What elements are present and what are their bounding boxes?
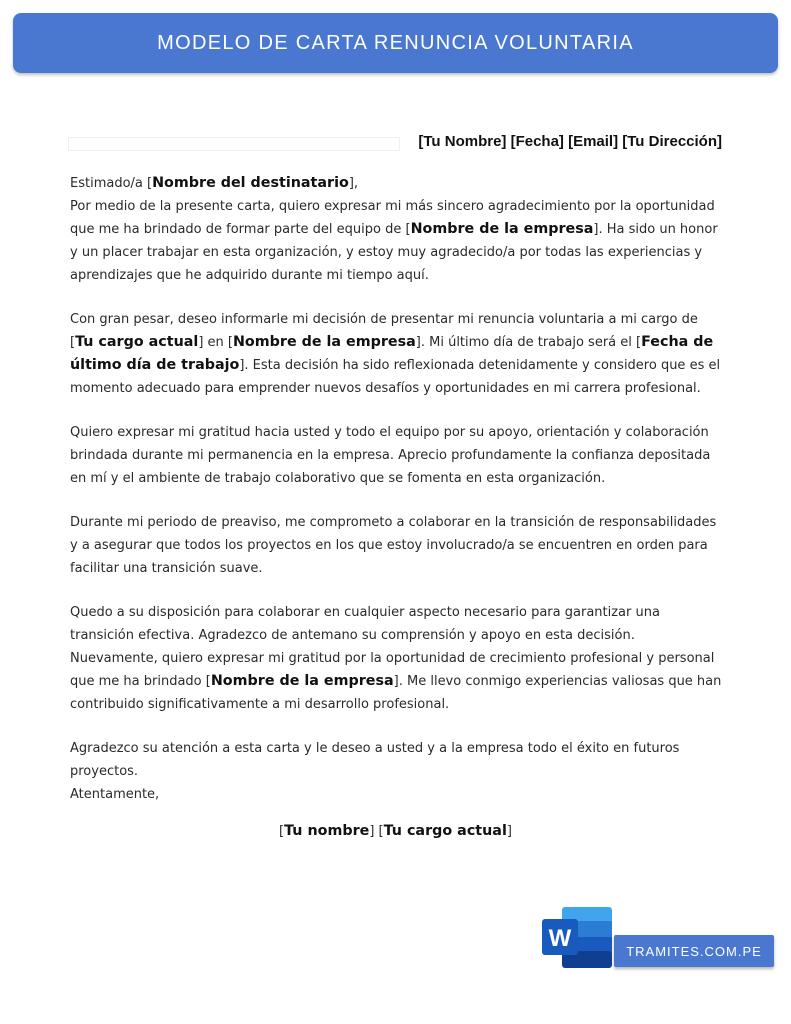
paragraph-6-text-a: Nuevamente, quiero expresar mi gratitud por la oportunidad de crecimiento profesional y personal que me ha brindado [: [70, 651, 715, 689]
paragraph-7: Agradezco su atención a esta carta y le deseo a usted y a la empresa todo el éxito en futuros proyectos.: [70, 741, 680, 779]
title-banner: [13, 13, 778, 73]
document-title: MODELO DE CARTA RENUNCIA VOLUNTARIA: [157, 31, 634, 54]
closing: Atentamente,: [70, 787, 160, 802]
site-name: TRAMITES.COM.PE: [626, 943, 762, 959]
placeholder-company: Nombre de la empresa: [210, 673, 394, 689]
letter-body: [70, 172, 725, 806]
site-badge[interactable]: [614, 935, 774, 967]
paragraph-4: Durante mi periodo de preaviso, me comprometo a colaborar en la transición de responsabilidades y a asegurar que todos los proyectos en los que estoy involucrado/a se encuentren en orden para facilitar una transición suave.: [70, 515, 717, 576]
placeholder-last-day: Fecha de último día de trabajo: [70, 334, 714, 373]
placeholder-position: Tu cargo actual: [75, 334, 199, 350]
word-icon: [540, 905, 614, 970]
paragraph-3: Quiero expresar mi gratitud hacia usted y todo el equipo por su apoyo, orientación y colaboración brindada durante mi permanencia en la empresa. Aprecio profundamente la confianza depositada en mí y el ambiente de trabajo colaborativo que se fomenta en esta organización.: [70, 425, 711, 486]
signature-line: [0, 823, 791, 839]
paragraph-2-text-b: ] en [: [198, 335, 233, 350]
greeting: [70, 172, 725, 195]
placeholder-recipient: Nombre del destinatario: [152, 175, 349, 191]
signature-bracket-close: ]: [506, 824, 512, 839]
word-icon-letter: W: [548, 925, 572, 952]
greeting-close: ],: [348, 176, 359, 191]
paragraph-2-text-d: ]. Esta decisión ha sido reflexionada detenidamente y considero que es el momento adecuado para emprender nuevos desafíos y oportunidades en mi carrera profesional.: [70, 358, 721, 396]
paragraph-2: [70, 308, 725, 400]
placeholder-company: Nombre de la empresa: [232, 334, 416, 350]
sender-fields: [Tu Nombre] [Fecha] [Email] [Tu Dirección]: [418, 133, 722, 150]
paragraph-1-text-b: ]. Ha sido un honor y un placer trabajar en esta organización, y estoy muy agradecido/a por todas las experiencias y aprendizajes que he adquirido durante mi tiempo aquí.: [70, 222, 718, 283]
signature-bracket-open: [: [279, 824, 285, 839]
paragraph-1: [70, 195, 725, 287]
paragraph-5: Quedo a su disposición para colaborar en cualquier aspecto necesario para garantizar una transición efectiva. Agradezco de antemano su comprensión y apoyo en esta decisión.: [70, 605, 660, 643]
placeholder-company: Nombre de la empresa: [410, 221, 594, 237]
sender-header: [68, 133, 722, 155]
signature-separator: ] [: [369, 824, 384, 839]
placeholder-your-name: Tu nombre: [284, 823, 370, 839]
paragraph-6: [70, 647, 725, 716]
paragraph-2-text-c: ]. Mi último día de trabajo será el [: [415, 335, 642, 350]
paragraph-2-text-a: Con gran pesar, deseo informarle mi decisión de presentar mi renuncia voluntaria a mi cargo de [: [70, 312, 698, 350]
header-rule: [68, 137, 400, 151]
paragraph-1-text-a: Por medio de la presente carta, quiero expresar mi más sincero agradecimiento por la oportunidad que me ha brindado de formar parte del equipo de [: [70, 199, 715, 237]
greeting-text: Estimado/a [: [70, 176, 153, 191]
placeholder-your-position: Tu cargo actual: [383, 823, 507, 839]
paragraph-6-text-b: ]. Me llevo conmigo experiencias valiosas que han contribuido significativamente a mi desarrollo profesional.: [70, 674, 722, 712]
